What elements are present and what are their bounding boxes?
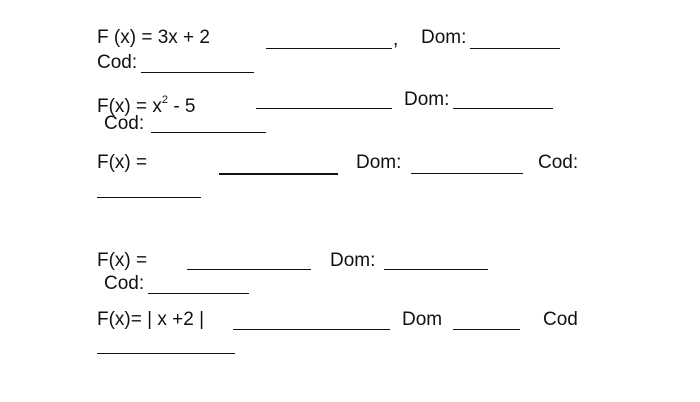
function-5-codomain-line[interactable]: [97, 353, 235, 354]
function-3-domain-line[interactable]: [411, 173, 523, 174]
function-1-codomain-line[interactable]: [141, 72, 254, 73]
function-4-codomain-line[interactable]: [148, 293, 249, 294]
function-4-label: F(x) =: [97, 250, 148, 271]
function-5-label: F(x)= | x +2 |: [97, 309, 205, 330]
function-5-domain-line[interactable]: [453, 329, 520, 330]
function-1-domain-label: Dom:: [421, 27, 467, 48]
function-1-domain-line[interactable]: [470, 48, 560, 49]
function-3-answer-line[interactable]: [219, 173, 338, 175]
function-4-answer-line[interactable]: [187, 269, 311, 270]
function-5-answer-line[interactable]: [233, 329, 390, 330]
function-3-label: F(x) =: [97, 152, 148, 173]
function-2-exponent: 2: [161, 94, 169, 106]
function-3-domain-label: Dom:: [356, 152, 402, 173]
function-3-codomain-label: Cod:: [538, 152, 579, 173]
function-2-domain-line[interactable]: [453, 108, 553, 109]
function-3-codomain-line[interactable]: [97, 197, 201, 198]
function-4-domain-line[interactable]: [384, 269, 488, 270]
function-2-codomain-line[interactable]: [151, 132, 266, 133]
function-1-codomain-label: Cod:: [97, 52, 138, 73]
function-4-codomain-label: Cod:: [104, 273, 145, 294]
function-5-domain-label: Dom: [402, 309, 443, 330]
function-2-codomain-label: Cod:: [104, 113, 145, 134]
function-5-codomain-label: Cod: [543, 309, 578, 330]
function-2-answer-line[interactable]: [256, 108, 392, 109]
function-2-base: F(x) = x: [97, 96, 162, 117]
function-2-domain-label: Dom:: [404, 89, 450, 110]
function-2-constant: - 5: [168, 96, 196, 117]
function-1-answer-line[interactable]: [266, 48, 392, 49]
function-1-comma: ,: [393, 29, 399, 50]
function-4-domain-label: Dom:: [330, 250, 376, 271]
function-1-label: F (x) = 3x + 2: [97, 27, 210, 48]
